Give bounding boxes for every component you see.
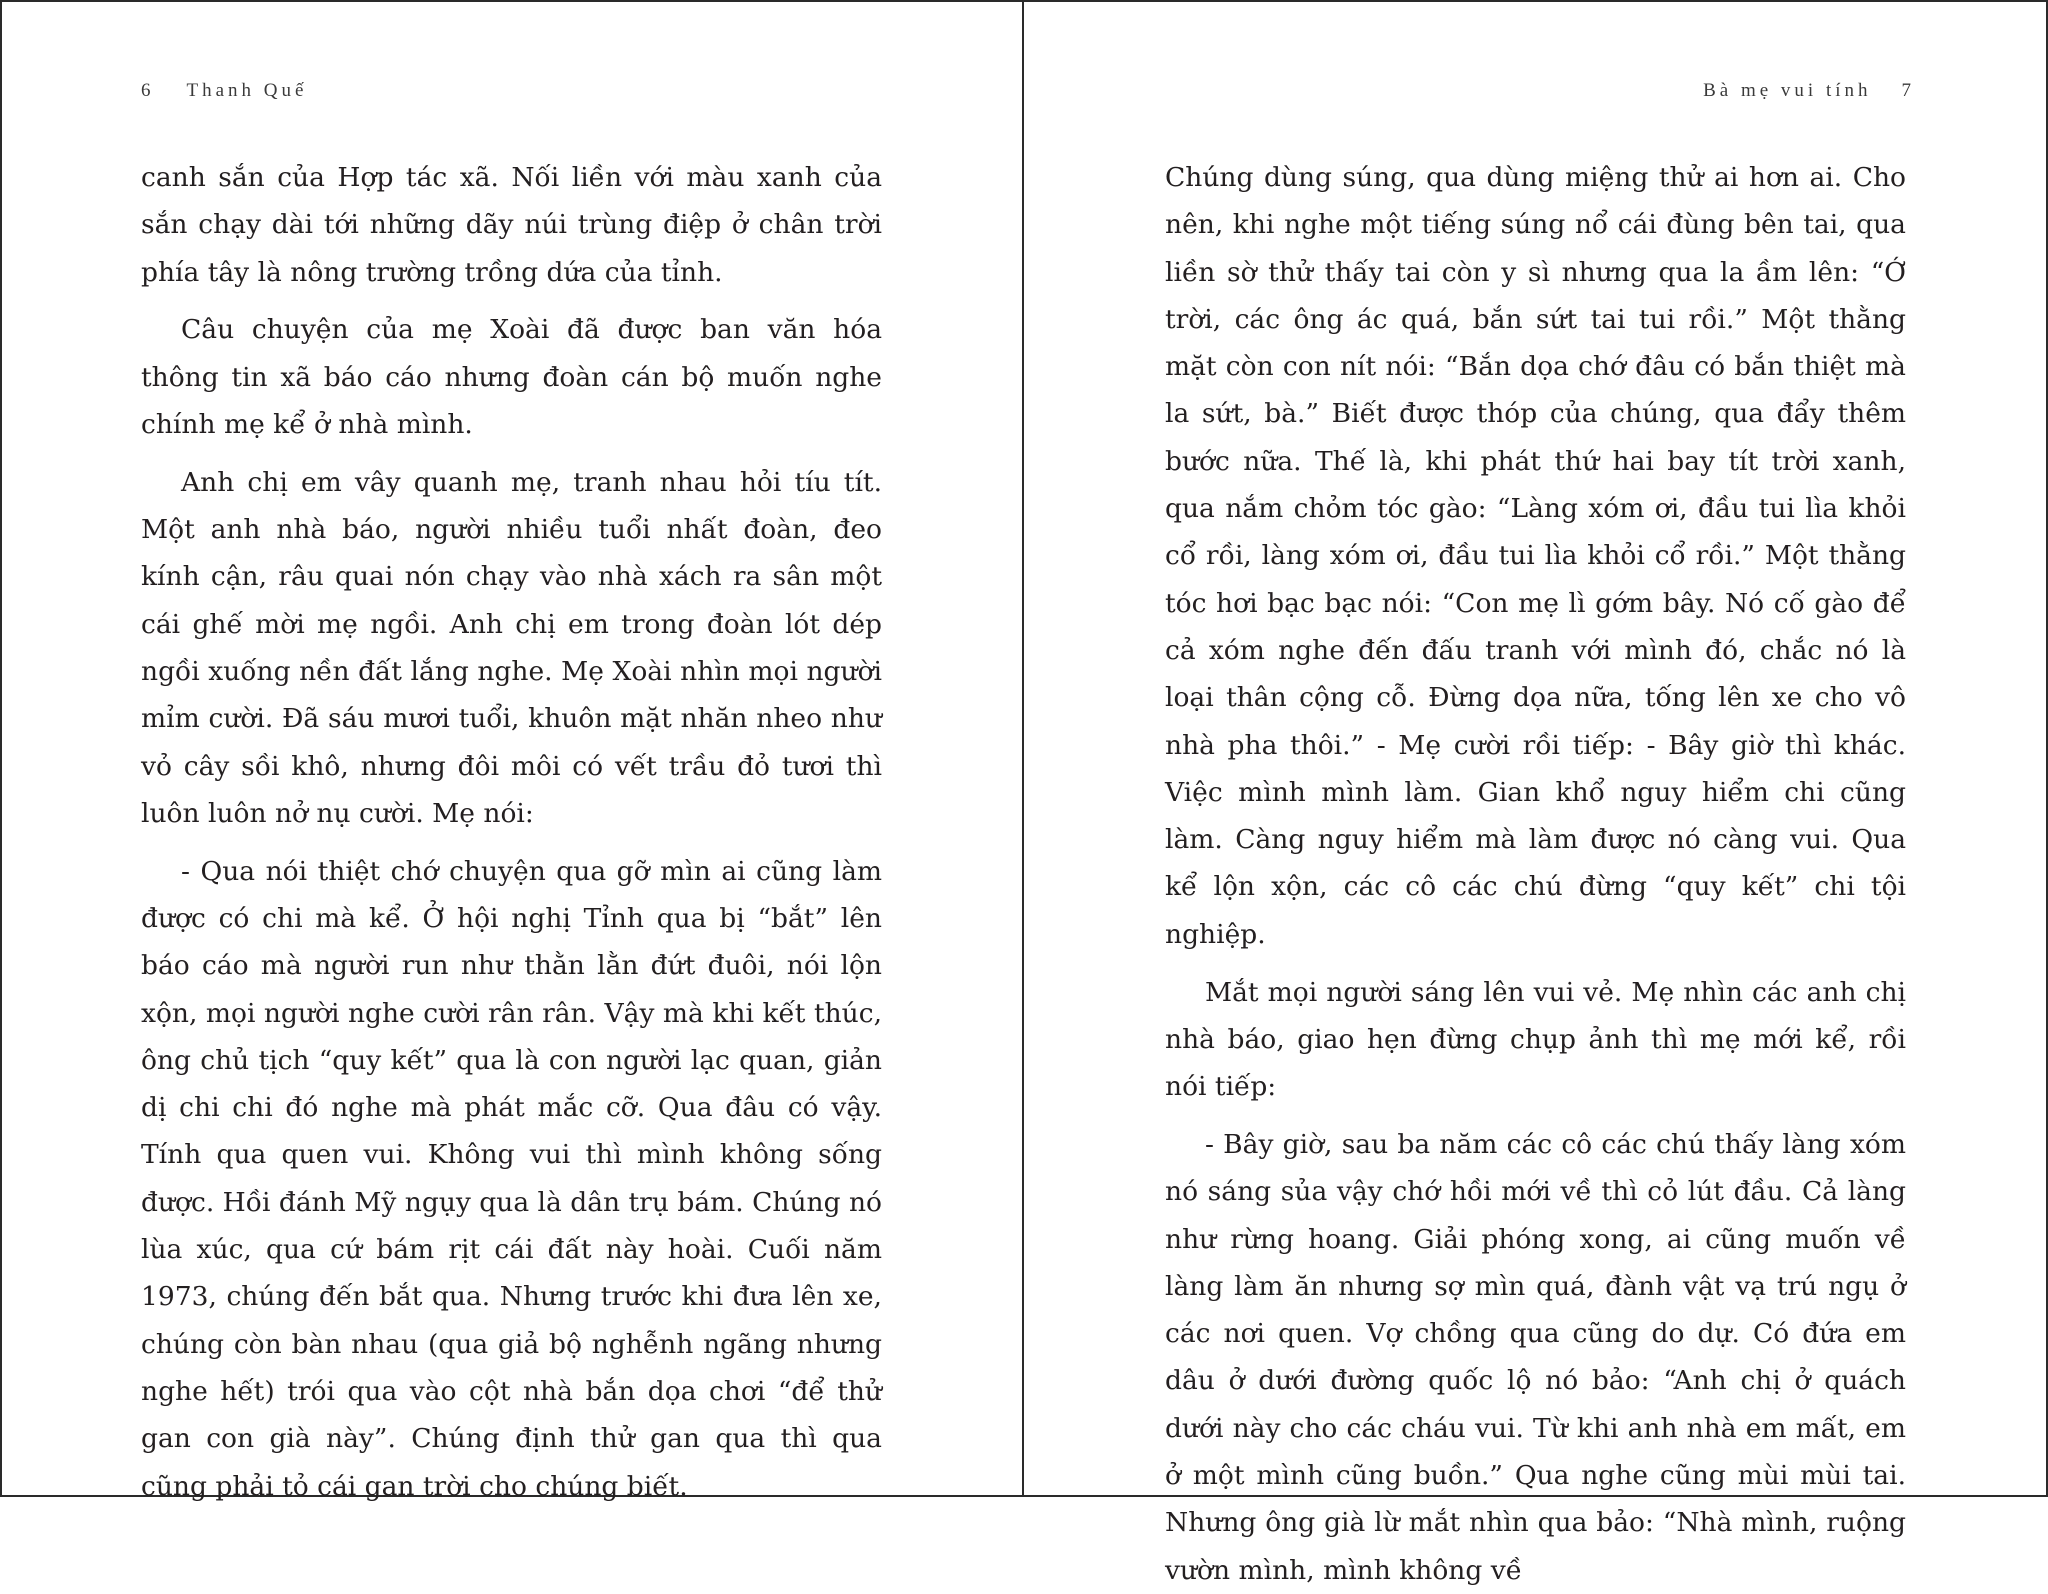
left-body-text xyxy=(141,154,882,1510)
right-running-head xyxy=(1703,80,1911,102)
right-page xyxy=(1024,0,2046,1586)
left-running-head-title: Thanh Quế xyxy=(186,80,308,101)
paragraph: Mắt mọi người sáng lên vui vẻ. Mẹ nhìn các anh chị nhà báo, giao hẹn đừng chụp ảnh thì mẹ mới kể, rồi nói tiếp: xyxy=(1165,976,1906,1103)
paragraph: Anh chị em vây quanh mẹ, tranh nhau hỏi tíu tít. Một anh nhà báo, người nhiều tuổi nhất đoàn, đeo kính cận, râu quai nón chạy vào nhà xách ra sân một cái ghế mời mẹ ngồi. Anh chị em trong đoàn lót dép ngồi xuống nền đất lắng nghe. Mẹ Xoài nhìn mọi người mỉm cười. Đã sáu mươi tuổi, khuôn mặt nhăn nheo như vỏ cây sồi khô, nhưng đôi môi có vết trầu đỏ tươi thì luôn luôn nở nụ cười. Mẹ nói: xyxy=(141,466,882,829)
right-body-text xyxy=(1165,154,1906,1594)
right-running-head-title: Bà mẹ vui tính xyxy=(1703,80,1872,101)
paragraph: Câu chuyện của mẹ Xoài đã được ban văn hóa thông tin xã báo cáo nhưng đoàn cán bộ muốn nghe chính mẹ kể ở nhà mình. xyxy=(141,314,882,440)
left-page-number: 6 xyxy=(141,80,151,101)
left-running-head xyxy=(141,80,307,102)
paragraph: canh sắn của Hợp tác xã. Nối liền với màu xanh của sắn chạy dài tới những dãy núi trùng điệp ở chân trời phía tây là nông trường trồng dứa của tỉnh. xyxy=(141,162,882,288)
paragraph: - Bây giờ, sau ba năm các cô các chú thấy làng xóm nó sáng sủa vậy chớ hồi mới về thì cỏ lút đầu. Cả làng như rừng hoang. Giải phóng xong, ai cũng muốn về làng làm ăn nhưng sợ mìn quá, đành vật vạ trú ngụ ở các nơi quen. Vợ chồng qua cũng do dự. Có đứa em dâu ở dưới đường quốc lộ nó bảo: “Anh chị ở quách dưới này cho các cháu vui. Từ khi anh nhà em mất, em ở một mình cũng buồn.” Qua nghe cũng mùi mùi tai. Nhưng ông già lừ mắt nhìn qua bảo: “Nhà mình, ruộng vườn mình, mình không về xyxy=(1165,1128,1906,1586)
right-page-number: 7 xyxy=(1901,80,1911,101)
paragraph: Chúng dùng súng, qua dùng miệng thử ai hơn ai. Cho nên, khi nghe một tiếng súng nổ cái đùng bên tai, qua liền sờ thử thấy tai còn y sì nhưng qua la ầm lên: “Ớ trời, các ông ác quá, bắn sứt tai tui rồi.” Một thằng mặt còn con nít nói: “Bắn dọa chớ đâu có bắn thiệt mà la sứt, bà.” Biết được thóp của chúng, qua đẩy thêm bước nữa. Thế là, khi phát thứ hai bay tít trời xanh, qua nắm chỏm tóc gào: “Làng xóm ơi, đầu tui lìa khỏi cổ rồi, làng xóm ơi, đầu tui lìa khỏi cổ rồi.” Một thằng tóc hơi bạc bạc nói: “Con mẹ lì gớm bây. Nó cố gào để cả xóm nghe đến đấu tranh với mình đó, chắc nó là loại thân cộng cỗ. Đừng dọa nữa, tống lên xe cho vô nhà pha thôi.” - Mẹ cười rồi tiếp: - Bây giờ thì khác. Việc mình mình làm. Gian khổ nguy hiểm chi cũng làm. Càng nguy hiểm mà làm được nó càng vui. Qua kể lộn xộn, các cô các chú đừng “quy kết” chi tội nghiệp. xyxy=(1165,162,1906,950)
left-page xyxy=(0,0,1022,1502)
paragraph: - Qua nói thiệt chớ chuyện qua gỡ mìn ai cũng làm được có chi mà kể. Ở hội nghị Tỉnh qua bị “bắt” lên báo cáo mà người run như thằn lằn đứt đuôi, nói lộn xộn, mọi người nghe cười rân rân. Vậy mà khi kết thúc, ông chủ tịch “quy kết” qua là con người lạc quan, giản dị chi chi đó nghe mà phát mắc cỡ. Qua đâu có vậy. Tính qua quen vui. Không vui thì mình không sống được. Hồi đánh Mỹ ngụy qua là dân trụ bám. Chúng nó lùa xúc, qua cứ bám rịt cái đất này hoài. Cuối năm 1973, chúng đến bắt qua. Nhưng trước khi đưa lên xe, chúng còn bàn nhau (qua giả bộ nghễnh ngãng nhưng nghe hết) trói qua vào cột nhà bắn dọa chơi “để thử gan con già này”. Chúng định thử gan qua thì qua cũng phải tỏ cái gan trời cho chúng biết. xyxy=(141,855,882,1502)
